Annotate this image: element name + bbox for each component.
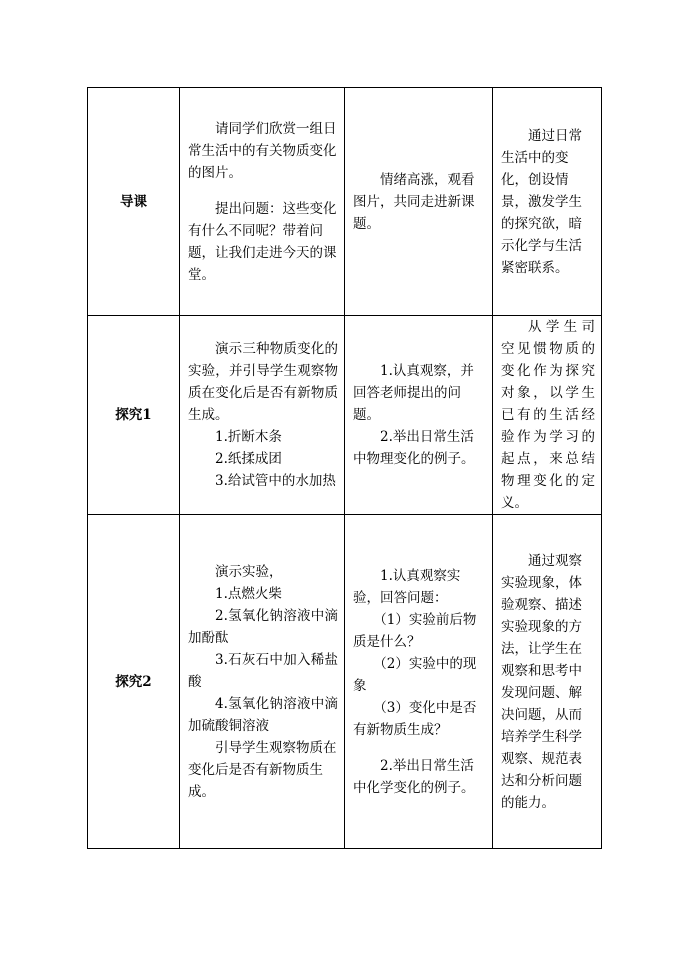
student-text: （3）变化中是否有新物质生成？ [353,699,477,738]
teacher-text: 演示实验， [215,563,283,580]
stage-cell: 探究2 [88,515,180,849]
student-activity-cell [345,515,493,849]
design-purpose-cell [493,515,602,849]
teacher-text: 1.折断木条 [215,429,282,445]
stage-cell: 探究1 [88,316,180,515]
student-text: 情绪高涨，观看图片，共同走进新课题。 [353,171,475,232]
design-purpose-cell [493,88,602,316]
student-text: 1.认真观察实验，回答问题： [353,567,461,606]
teacher-text: 演示三种物质变化的实验，并引导学生观察物质在变化后是否有新物质生成。 [188,341,338,423]
student-text: （2）实验中的现象 [353,655,477,694]
teacher-text: 3.给试管中的水加热 [215,473,336,489]
teacher-text: 引导学生观察物质在变化后是否有新物质生成。 [188,739,337,800]
lesson-plan-table [87,87,602,849]
student-text: 2.举出日常生活中化学变化的例子。 [353,757,475,796]
teacher-text: 1.点燃火柴 [215,585,282,602]
purpose-text: 从学生司空见惯物质的变化作为探究对象，以学生已有的生活经验作为学习的起点，来总结物理变化的定义。 [501,319,595,511]
teacher-text: 提出问题：这些变化有什么不同呢？带着问题，让我们走进今天的课堂。 [188,200,337,283]
student-activity-cell [345,316,493,515]
teacher-text: 3.石灰石中加入稀盐酸 [188,651,338,690]
teacher-text: 请同学们欣赏一组日常生活中的有关物质变化的图片。 [188,120,337,181]
teacher-text: 2.氢氧化钠溶液中滴加酚酞 [188,607,338,646]
purpose-text: 通过日常生活中的变化，创设情景，激发学生的探究欲，暗示化学与生活紧密联系。 [501,127,582,276]
purpose-text: 通过观察实验现象，体验观察、描述实验现象的方法，让学生在观察和思考中发现问题、解决问题，从而培养学生科学观察、规范表达和分析问题的能力。 [501,552,582,811]
student-text: 1.认真观察，并回答老师提出的问题。 [353,363,474,423]
table-row [88,316,602,515]
design-purpose-cell [493,316,602,515]
student-text: 2.举出日常生活中物理变化的例子。 [353,429,475,467]
teacher-text: 4.氢氧化钠溶液中滴加硫酸铜溶液 [188,695,338,734]
teacher-text: 2.纸揉成团 [215,451,282,467]
table-row [88,88,602,316]
student-text: （1）实验前后物质是什么？ [353,611,477,650]
table-row [88,515,602,849]
stage-cell: 导课 [88,88,180,316]
teacher-activity-cell [180,316,345,515]
student-activity-cell [345,88,493,316]
teacher-activity-cell [180,88,345,316]
teacher-activity-cell [180,515,345,849]
